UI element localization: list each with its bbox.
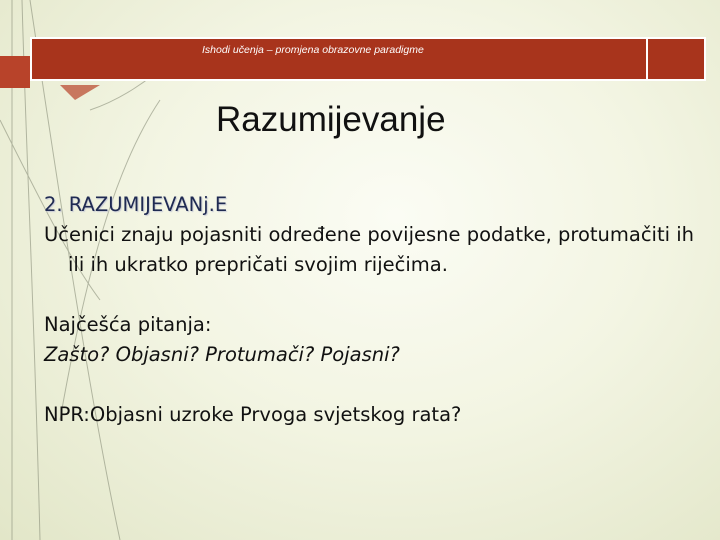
header-cell (32, 39, 648, 79)
subheading: 2. RAZUMIJEVANj.E (44, 193, 228, 216)
accent-tab (0, 56, 30, 88)
example-text: NPR:Objasni uzroke Prvoga svjetskog rata? (44, 403, 462, 426)
spacer (44, 280, 704, 310)
slide-title: Razumijevanje (216, 100, 446, 139)
spacer (44, 370, 704, 400)
questions-label: Najčešća pitanja: (44, 313, 212, 336)
header-cell-right (650, 39, 704, 79)
header-text: Ishodi učenja – promjena obrazovne paradigme (202, 44, 424, 56)
definition-text: Učenici znaju pojasniti određene povijesne podatke, protumačiti ih ili ih ukratko prepričati svojim riječima. (44, 223, 695, 276)
slide-content (44, 190, 704, 430)
questions-text: Zašto? Objasni? Protumači? Pojasni? (44, 343, 400, 366)
header-bar (30, 37, 706, 81)
